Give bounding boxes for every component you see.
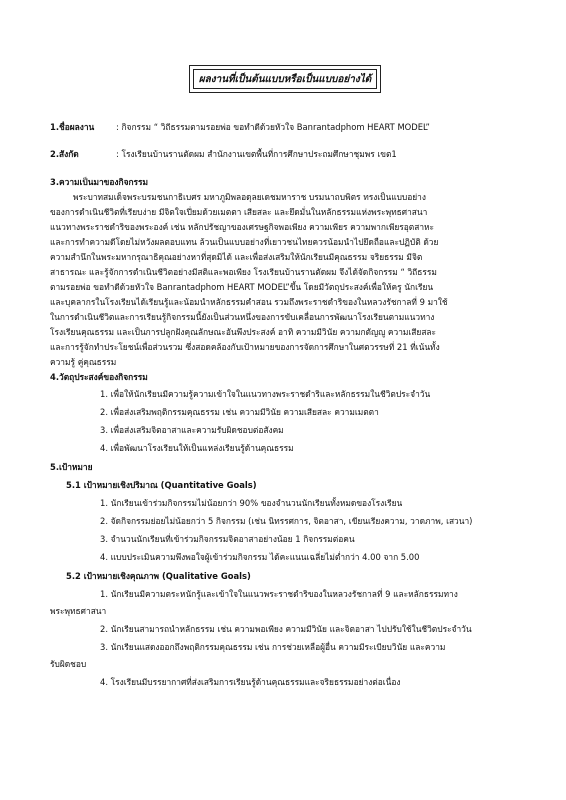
quantitative-goal-item: 2. จัดกิจกรรมย่อยไม่น้อยกว่า 5 กิจกรรม (เช่น นิทรรศการ, จิตอาสา, เขียนเรียงความ, วาดภาพ, เสวนา) (100, 516, 473, 526)
field-affiliation-row (50, 149, 397, 160)
paragraph-line: และการทำความดีโดยไม่หวังผลตอบแทน ล้วนเป็นแบบอย่างที่เยาวชนไทยควรน้อมนำไปยึดถือและปฏิบัติ ด้วย (50, 237, 439, 247)
paragraph-line: ในการดำเนินชีวิตและการเรียนรู้กิจกรรมนี้ยังเป็นส่วนหนึ่งของการขับเคลื่อนการพัฒนาโรงเรียนตามแนวทาง (50, 312, 435, 322)
section-heading-goals: 5.เป้าหมาย (50, 462, 93, 472)
paragraph-line: โรงเรียนคุณธรรม และเป็นการปลูกฝังคุณลักษณะอันพึงประสงค์ อาทิ ความมีวินัย ความกตัญญู ความเสียสละ (50, 327, 437, 337)
paragraph-line: และบุคลากรในโรงเรียนได้เรียนรู้และน้อมนำหลักธรรมคำสอน รวมถึงพระราชดำริของในหลวงรัชกาลที่ 9 มาใช้ (50, 297, 448, 307)
paragraph-line: แนวทางพระราชดำริของพระองค์ เช่น หลักปรัชญาของเศรษฐกิจพอเพียง ความเพียร ความพากเพียรอุตสาหะ (50, 222, 435, 232)
objective-item: 1. เพื่อให้นักเรียนมีความรู้ความเข้าใจในแนวทางพระราชดำริและหลักธรรมในชีวิตประจำวัน (100, 389, 431, 399)
subsection-heading-qualitative: 5.2 เป้าหมายเชิงคุณภาพ (Qualitative Goals) (66, 571, 251, 581)
qualitative-goal-item-continued: พระพุทธศาสนา (50, 606, 107, 616)
field-label: 2.สังกัด (50, 149, 79, 159)
field-label: 1.ชื่อผลงาน (50, 122, 95, 132)
field-value: : กิจกรรม “ วิถีธรรมตามรอยพ่อ ขอทำดีด้วยหัวใจ Banrantadphom HEART MODEL” (116, 122, 430, 132)
paragraph-line: ตามรอยพ่อ ขอทำดีด้วยหัวใจ Banrantadphom HEART MODEL”ขึ้น โดยมีวัตถุประสงค์เพื่อให้ครู นักเรียน (50, 282, 434, 292)
subsection-heading-quantitative: 5.1 เป้าหมายเชิงปริมาณ (Quantitative Goals) (66, 480, 257, 490)
qualitative-goal-item: 3. นักเรียนแสดงออกถึงพฤติกรรมคุณธรรม เช่น การช่วยเหลือผู้อื่น ความมีระเบียบวินัย และความ (100, 642, 446, 652)
field-value: : โรงเรียนบ้านรานตัดผม สำนักงานเขตพื้นที่การศึกษาประถมศึกษาชุมพร เขต1 (116, 149, 397, 159)
qualitative-goal-item: 2. นักเรียนสามารถนำหลักธรรม เช่น ความพอเพียง ความมีวินัย และจิตอาสา ไปปรับใช้ในชีวิตประจำวัน (100, 624, 472, 634)
qualitative-goal-item: 1. นักเรียนมีความตระหนักรู้และเข้าใจในแนวพระราชดำริของในหลวงรัชกาลที่ 9 และหลักธรรมทาง (100, 589, 458, 599)
paragraph-line: พระบาทสมเด็จพระบรมชนกาธิเบศร มหาภูมิพลอดุลยเดชมหาราช บรมนาถบพิตร ทรงเป็นแบบอย่าง (73, 192, 426, 202)
paragraph-line: ความรู้ คู่คุณธรรม (50, 357, 117, 367)
objective-item: 3. เพื่อส่งเสริมจิตอาสาและความรับผิดชอบต่อสังคม (100, 425, 284, 435)
quantitative-goal-item: 1. นักเรียนเข้าร่วมกิจกรรมไม่น้อยกว่า 90% ของจำนวนนักเรียนทั้งหมดของโรงเรียน (100, 498, 403, 508)
objective-item: 2. เพื่อส่งเสริมพฤติกรรมคุณธรรม เช่น ความมีวินัย ความเสียสละ ความเมตตา (100, 407, 379, 417)
banner-title: ผลงานที่เป็นต้นแบบหรือเป็นแบบอย่างได้ (198, 73, 372, 85)
section-heading-background: 3.ความเป็นมาของกิจกรรม (50, 177, 149, 187)
paragraph-line: สาธารณะ และรู้จักการดำเนินชีวิตอย่างมีสติและพอเพียง โรงเรียนบ้านรานตัดผม จึงได้จัดกิจกรรม “ วิถีธรรม (50, 267, 437, 277)
section-heading-objectives: 4.วัตถุประสงค์ของกิจกรรม (50, 372, 148, 382)
qualitative-goal-item: 4. โรงเรียนมีบรรยากาศที่ส่งเสริมการเรียนรู้ด้านคุณธรรมและจริยธรรมอย่างต่อเนื่อง (100, 677, 401, 687)
qualitative-goal-item-continued: รับผิดชอบ (50, 659, 87, 669)
objective-item: 4. เพื่อพัฒนาโรงเรียนให้เป็นแหล่งเรียนรู้ด้านคุณธรรม (100, 443, 294, 453)
field-title-row (50, 122, 430, 133)
quantitative-goal-item: 3. จำนวนนักเรียนที่เข้าร่วมกิจกรรมจิตอาสาอย่างน้อย 1 กิจกรรมต่อคน (100, 534, 355, 544)
paragraph-line: ความสำนึกในพระมหากรุณาธิคุณอย่างหาที่สุดมิได้ และเพื่อส่งเสริมให้นักเรียนมีคุณธรรม จริยธรรม มีจิต (50, 252, 423, 262)
paragraph-line: ของการดำเนินชีวิตที่เรียบง่าย มีจิตใจเปี่ยมด้วยเมตตา เสียสละ และยึดมั่นในหลักธรรมแห่งพระพุทธศาสนา (50, 207, 428, 217)
title-banner (189, 65, 381, 93)
quantitative-goal-item: 4. แบบประเมินความพึงพอใจผู้เข้าร่วมกิจกรรม ได้คะแนนเฉลี่ยไม่ต่ำกว่า 4.00 จาก 5.00 (100, 552, 420, 562)
paragraph-line: และการรู้จักทำประโยชน์เพื่อส่วนรวม ซึ่งสอดคล้องกับเป้าหมายของการจัดการศึกษาในศตวรรษที่ 21 ที่เน้นทั้ง (50, 342, 440, 352)
